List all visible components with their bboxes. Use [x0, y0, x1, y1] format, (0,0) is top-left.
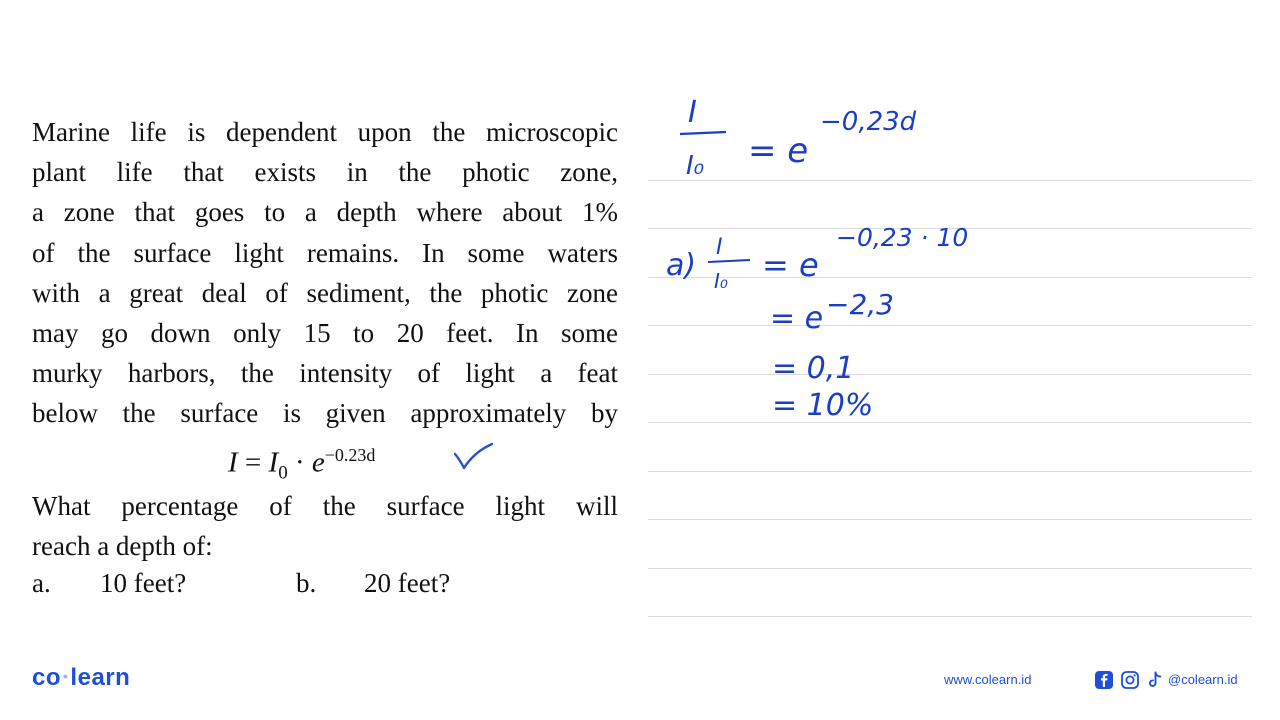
rule-line — [648, 422, 1252, 423]
hw-fraction-bar — [708, 260, 750, 262]
rule-line — [648, 616, 1252, 617]
question-line: reach a depth of: — [32, 531, 213, 562]
option-b-letter: b. — [296, 568, 317, 598]
colearn-logo — [32, 664, 130, 692]
formula-base: I — [268, 446, 279, 479]
hw-part-label: a) — [666, 248, 697, 283]
rule-line — [648, 568, 1252, 569]
logo-dot: • — [63, 668, 69, 684]
hw-result: = 10% — [772, 388, 874, 420]
problem-line: Marine life is dependent upon the microscopic — [32, 117, 618, 147]
question-paragraph — [32, 486, 618, 566]
hw-fraction-den: I₀ — [714, 269, 728, 293]
problem-line: a zone that goes to a depth where about 1% — [32, 197, 618, 228]
formula-exponent: −0.23d — [324, 445, 376, 465]
formula-dot: · — [294, 446, 305, 479]
problem-line: plant life that exists in the photic zone, — [32, 157, 618, 188]
tiktok-icon[interactable] — [1145, 670, 1165, 690]
social-handle[interactable]: @colearn.id — [1168, 672, 1238, 687]
facebook-icon[interactable] — [1094, 670, 1114, 690]
intensity-formula — [228, 445, 375, 484]
formula-lhs: I — [228, 446, 238, 479]
problem-line: may go down only 15 to 20 feet. In some — [32, 318, 618, 349]
problem-line: of the surface light remains. In some waters — [32, 237, 618, 268]
hw-rhs: = e — [762, 246, 819, 284]
problem-paragraph — [32, 112, 618, 434]
question-text — [32, 486, 618, 566]
hw-fraction-num: I — [688, 95, 697, 130]
hw-fraction-num: I — [716, 235, 723, 260]
handwritten-solution — [640, 70, 1020, 420]
hw-fraction-bar — [680, 132, 726, 134]
hw-step: = e — [770, 301, 824, 336]
rule-line — [648, 471, 1252, 472]
hw-fraction-den: I₀ — [686, 151, 705, 181]
hw-rhs: = e — [748, 131, 809, 171]
option-a-text: 10 feet? — [100, 568, 187, 598]
problem-line: below the surface is given approximately by — [32, 398, 618, 429]
problem-line: murky harbors, the intensity of light a feat — [32, 358, 618, 389]
logo-text-learn: learn — [70, 664, 131, 691]
problem-text — [32, 112, 618, 434]
option-b-text: 20 feet? — [364, 568, 451, 598]
formula-subscript: 0 — [278, 462, 288, 484]
hw-exponent: −0,23d — [820, 107, 917, 137]
hw-step: = 0,1 — [772, 351, 855, 386]
website-link[interactable]: www.colearn.id — [944, 672, 1032, 687]
hw-exponent: −0,23 · 10 — [836, 223, 969, 252]
question-line: What percentage of the surface light will — [32, 491, 618, 521]
hw-step-exponent: −2,3 — [826, 288, 894, 321]
hw-line-1 — [680, 95, 917, 181]
hw-line-3 — [770, 288, 894, 336]
hw-line-2 — [666, 223, 968, 293]
formula-equals: = — [244, 446, 262, 479]
rule-line — [648, 519, 1252, 520]
formula-e: e — [311, 446, 325, 479]
checkmark-icon — [452, 442, 496, 472]
logo-text-co: co — [32, 664, 62, 691]
option-a-letter: a. — [32, 568, 51, 598]
problem-line: with a great deal of sediment, the photic zone — [32, 277, 618, 308]
instagram-icon[interactable] — [1120, 670, 1140, 690]
